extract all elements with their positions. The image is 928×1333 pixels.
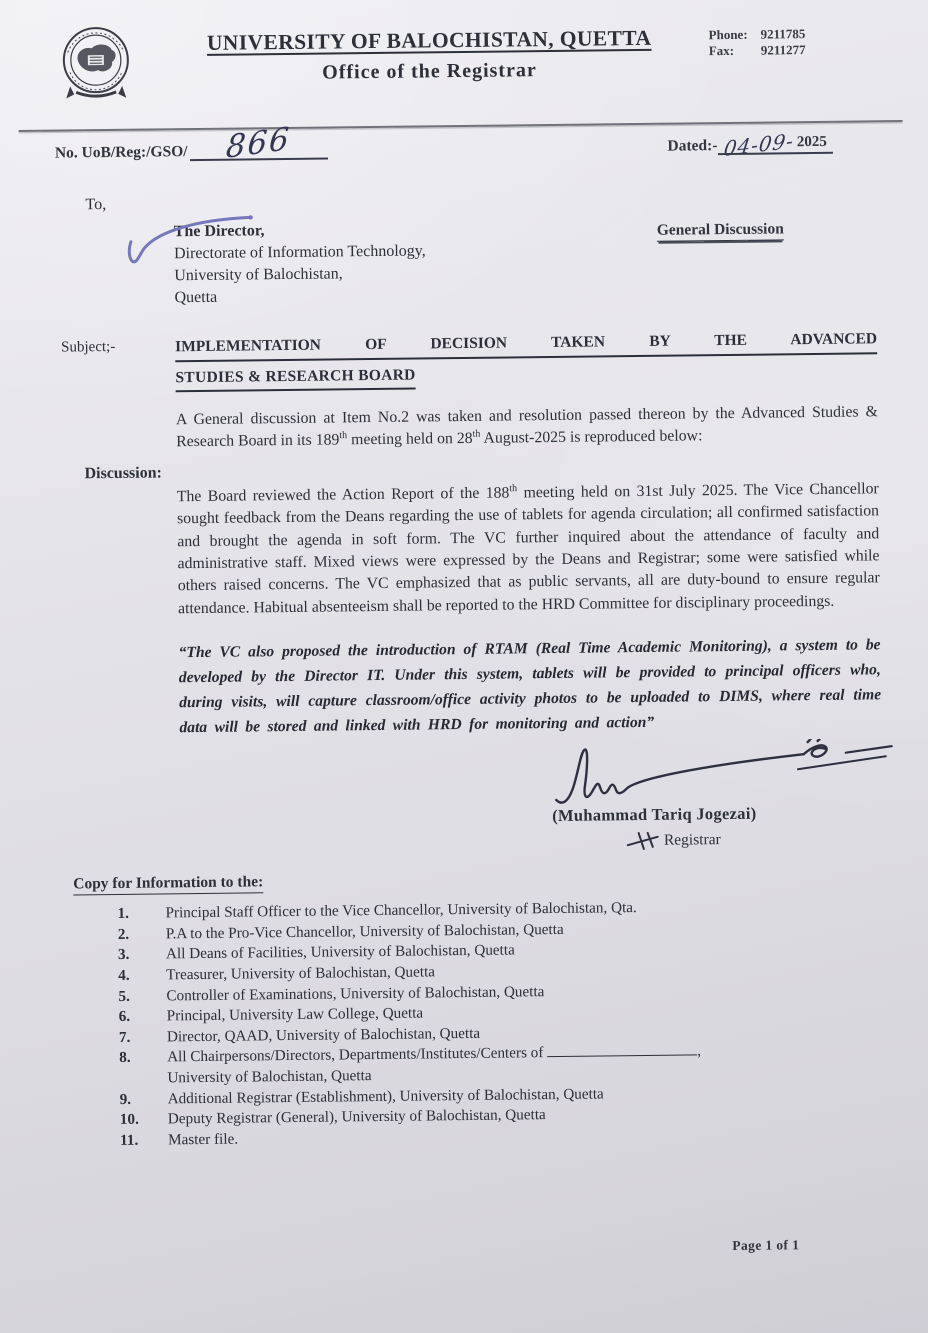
ordinal-superscript: th (339, 430, 348, 442)
copy-item-text: Treasurer, University of Balochistan, Quetta (166, 963, 436, 984)
office-subtitle: Office of the Registrar (322, 59, 537, 84)
copy-item-number: 4. (118, 966, 130, 984)
reference-row (54, 120, 875, 166)
discussion-text: The Board reviewed the Action Report of the 188 (176, 484, 510, 506)
copy-distribution-list (63, 896, 886, 1152)
to-label: To, (85, 196, 107, 214)
registrar-signature-icon (546, 738, 899, 814)
resolution-quote: “The VC also proposed the introduction of RTAM (Real Time Academic Monitoring), a system to be developed by the Director IT. Under this system, tablets will be provided to principal officers who, during visits, will capture classroom/office activity photos to be uploaded to DIMS, where real time data will be stored and linked with HRD for monitoring and action” (178, 636, 882, 737)
university-seal-icon (53, 22, 138, 111)
letterhead (53, 9, 874, 115)
signature-block (62, 737, 883, 864)
fill-in-blank-line (547, 1055, 697, 1058)
general-discussion-annotation: General Discussion (657, 220, 784, 241)
copy-item-number: 2. (117, 925, 130, 943)
dated-value (717, 128, 833, 161)
copy-item-number: 6. (118, 1008, 131, 1026)
address-line: University of Balochistan, (174, 265, 343, 285)
address-line: The Director, (173, 222, 265, 241)
fax-label: Fax: (708, 42, 735, 59)
page-number: Page 1 of 1 (732, 1237, 800, 1253)
reference-number (54, 120, 328, 166)
copy-item-number-empty (119, 1068, 167, 1089)
address-line: Quetta (174, 288, 218, 307)
addressee-section (55, 187, 876, 310)
dated-handwritten: 04-09- (722, 128, 796, 161)
subject-line-2: STUDIES & RESEARCH BOARD (175, 364, 415, 393)
phone-value: 9211785 (760, 26, 806, 42)
discussion-heading: Discussion: (84, 464, 162, 483)
copy-item-number: 3. (117, 946, 130, 964)
address-line: Directorate of Information Technology, (173, 242, 426, 263)
dated-year: 2025 (796, 133, 827, 151)
copy-item-text: Additional Registrar (Establishment), University of Balochistan, Quetta (167, 1085, 604, 1107)
letterhead-titles (149, 11, 709, 86)
copy-item-number: 11. (120, 1131, 139, 1149)
reference-number-handwritten: 866 (224, 120, 293, 166)
copy-item-text: Controller of Examinations, University of Balochistan, Quetta (166, 982, 545, 1005)
discussion-text: meeting held on 31st July 2025. The Vice Chancellor sought feedback from the Deans regarding the use of tablets for agenda circulation; all confirmed satisfaction and brought the agenda in soft form. The VC further inquired about the attendance of faculty and administrative staff. Mixed views were expressed by the Deans and Registrar; some were satisfied while others raised concerns. The VC emphasized that as public servants, all are duty-bound to ensure regular attendance. Habitual absenteeism shall be reported to the HRD Committee for disciplinary proceedings. (176, 480, 880, 618)
signatory-title: Registrar (663, 831, 721, 849)
university-title: UNIVERSITY OF BALOCHISTAN, QUETTA (206, 25, 652, 55)
checkmark-pen-icon (124, 210, 265, 270)
pen-initials-icon (626, 831, 662, 851)
copy-item-text: Deputy Registrar (General), University of Balochistan, Quetta (167, 1106, 546, 1128)
dated-label: Dated:- (667, 137, 718, 155)
signatory-title-row (626, 830, 721, 851)
copy-item-text: University of Balochistan, Quetta (167, 1067, 372, 1087)
contact-block (708, 9, 874, 59)
signatory-name: (Muhammad Tariq Jogezai) (552, 803, 757, 826)
copy-item-number: 5. (118, 987, 130, 1005)
copy-item-text: Principal, University Law College, Quetta (166, 1004, 424, 1025)
discussion-paragraph (177, 478, 880, 620)
subject-line-1: IMPLEMENTATION OF DECISION TAKEN BY THE ADVANCED (175, 327, 877, 362)
copy-item-number: 7. (118, 1028, 131, 1046)
subject-text (175, 327, 878, 392)
copy-for-information-heading: Copy for Information to the: (73, 874, 263, 896)
fax-value: 9211277 (760, 42, 806, 58)
intro-paragraph (176, 401, 878, 454)
subject-label: Subject;- (61, 338, 116, 356)
copy-item-number: 1. (117, 905, 130, 923)
copy-item-text: P.A to the Pro-Vice Chancellor, University of Balochistan, Quetta (165, 920, 564, 943)
copy-item-text: Principal Staff Officer to the Vice Chancellor, University of Balochistan, Qta. (165, 899, 637, 922)
subject-row (57, 327, 878, 393)
intro-text: August-2025 is reproduced below: (480, 427, 703, 448)
copy-item-number: 9. (119, 1090, 132, 1108)
university-seal-logo (53, 18, 150, 116)
intro-text: A General discussion at Item No.2 was taken and resolution passed thereon by the Advanced Studies & Research Board in its 189 (175, 403, 878, 451)
copy-item-number: 8. (119, 1049, 131, 1067)
ordinal-superscript: th (472, 428, 481, 441)
reference-number-blank (189, 120, 327, 166)
copy-item-number: 10. (119, 1110, 139, 1129)
dated-field (667, 128, 833, 161)
ordinal-superscript: th (509, 482, 518, 495)
copy-item-text: All Deans of Facilities, University of Balochistan, Quetta (165, 941, 515, 963)
phone-label: Phone: (708, 26, 748, 43)
copy-item-text: All Chairpersons/Directors, Departments/Institutes/Centers of , (167, 1042, 702, 1066)
reference-number-label: No. UoB/Reg:/GSO/ (54, 143, 188, 162)
intro-text: meeting held on 28 (347, 430, 473, 449)
copy-item-text: Master file. (168, 1130, 239, 1149)
copy-item-text: Director, QAAD, University of Balochistan, Quetta (166, 1024, 481, 1046)
